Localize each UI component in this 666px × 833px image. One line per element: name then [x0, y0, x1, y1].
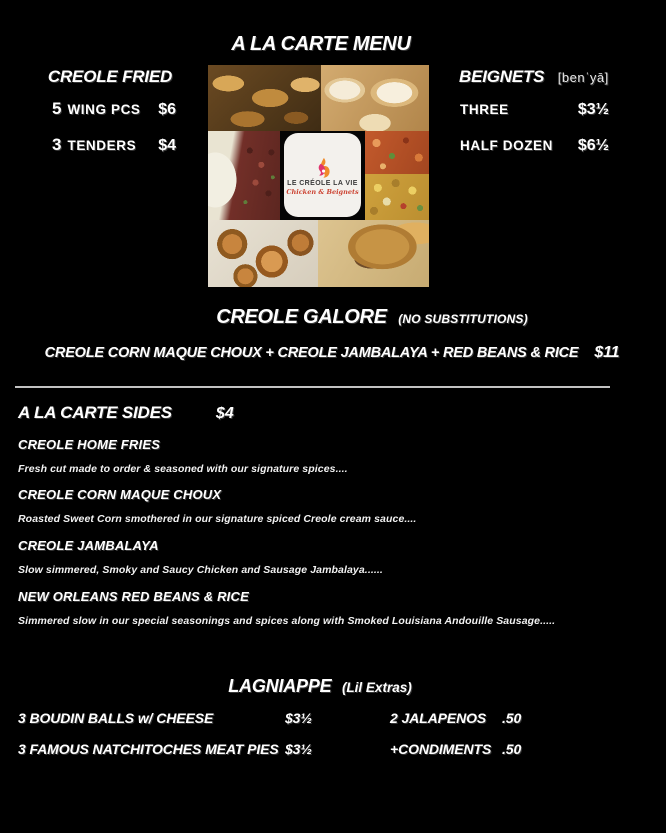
creole-galore-heading	[78, 306, 666, 329]
item-qty: 3	[52, 135, 62, 154]
item-label: WING PCS	[67, 102, 141, 117]
boudin-balls-photo	[208, 220, 318, 287]
menu-item-tenders	[52, 135, 176, 155]
item-price: $3½	[577, 101, 609, 118]
creole-galore-note: (NO SUBSTITUTIONS)	[398, 312, 528, 326]
lagniappe-title: LAGNIAPPE	[228, 676, 332, 696]
side-item-description: Slow simmered, Smoky and Saucy Chicken and Sausage Jambalaya......	[18, 564, 383, 576]
side-item-name: NEW ORLEANS RED BEANS & RICE	[18, 589, 249, 604]
side-item-name: CREOLE JAMBALAYA	[18, 538, 159, 553]
lagniappe-price: .50	[502, 710, 522, 726]
side-item-name: CREOLE CORN MAQUE CHOUX	[18, 487, 222, 502]
red-beans-rice-photo	[208, 131, 280, 220]
lagniappe-item: 3 BOUDIN BALLS w/ CHEESE	[18, 710, 214, 726]
logo-card	[284, 133, 361, 217]
flame-bird-icon	[312, 157, 334, 179]
page-title: A LA CARTE MENU	[231, 33, 411, 55]
menu-item-wing-pcs	[52, 99, 176, 119]
lagniappe-item: 3 FAMOUS NATCHITOCHES MEAT PIES	[18, 741, 279, 757]
lagniappe-item: +CONDIMENTS	[390, 741, 492, 757]
meat-pie-photo	[318, 220, 429, 287]
beignets-heading	[459, 67, 609, 87]
item-label: THREE	[460, 102, 509, 117]
food-collage	[208, 65, 429, 287]
side-item-description: Fresh cut made to order & seasoned with our signature spices....	[18, 463, 348, 475]
sides-heading	[18, 403, 234, 423]
beignets-photo	[321, 65, 429, 131]
sides-title: A LA CARTE SIDES	[18, 403, 172, 422]
logo-tagline: Chicken & Beignets	[286, 187, 359, 196]
jambalaya-photo	[365, 131, 429, 174]
combo-price: $11	[594, 344, 620, 361]
item-qty: 5	[52, 99, 62, 118]
combo-description: CREOLE CORN MAQUE CHOUX + CREOLE JAMBALAYA + RED BEANS & RICE	[44, 345, 579, 361]
item-price: $4	[158, 137, 176, 154]
item-label: HALF DOZEN	[460, 138, 553, 153]
fried-chicken-photo	[208, 65, 321, 131]
logo-tile	[280, 131, 365, 220]
corn-maque-choux-photo	[365, 174, 429, 220]
item-price: $6	[158, 101, 176, 118]
creole-galore-combo	[0, 344, 664, 362]
lagniappe-heading	[0, 676, 640, 697]
item-price: $6½	[577, 137, 609, 154]
lagniappe-price: $3½	[285, 741, 312, 757]
lagniappe-price: .50	[502, 741, 522, 757]
side-item-description: Roasted Sweet Corn smothered in our signature spiced Creole cream sauce....	[18, 513, 417, 525]
item-label: TENDERS	[67, 138, 137, 153]
lagniappe-note: (Lil Extras)	[341, 680, 412, 695]
creole-galore-title: CREOLE GALORE	[216, 306, 387, 328]
creole-fried-heading: CREOLE FRIED	[47, 67, 173, 86]
lagniappe-price: $3½	[285, 710, 312, 726]
logo-name: LE CRÉOLE LA VIE	[287, 179, 358, 187]
section-divider	[15, 386, 610, 388]
side-item-name: CREOLE HOME FRIES	[18, 437, 161, 452]
sides-price: $4	[215, 405, 234, 422]
side-item-description: Simmered slow in our special seasonings and spices along with Smoked Louisiana Andouille Sausage.....	[18, 615, 556, 627]
lagniappe-item: 2 JALAPENOS	[390, 710, 487, 726]
beignets-pronunciation: [benˈyā]	[557, 70, 609, 85]
menu-item-half-dozen	[460, 137, 609, 155]
beignets-title: BEIGNETS	[459, 67, 545, 86]
menu-item-three	[460, 101, 609, 119]
